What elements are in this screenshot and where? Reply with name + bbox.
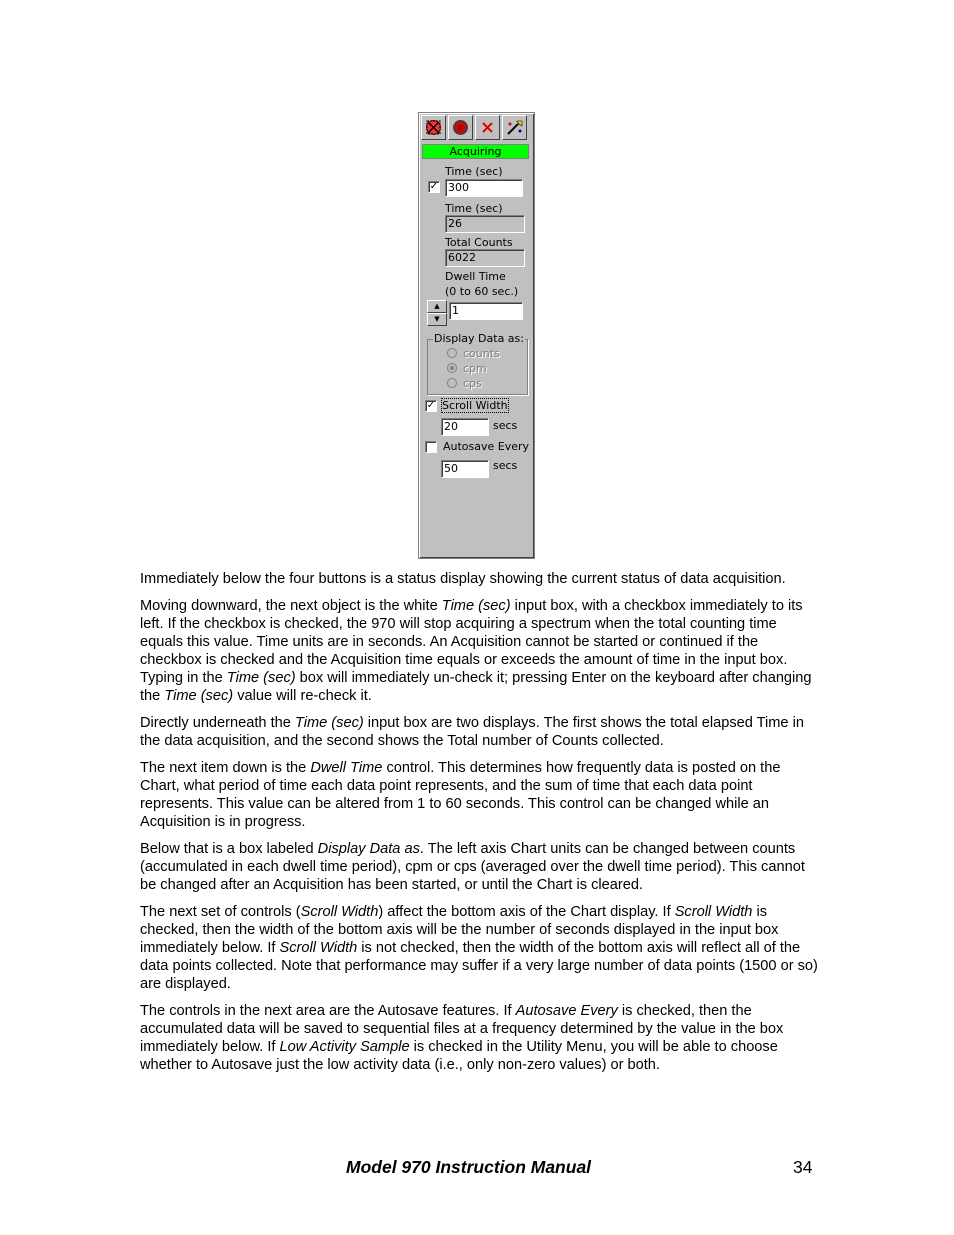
clear-icon xyxy=(478,118,497,137)
dwell-time-input[interactable]: 1 xyxy=(449,302,523,320)
scroll-width-unit: secs xyxy=(493,419,518,432)
autosave-unit: secs xyxy=(493,459,518,472)
stop-button[interactable] xyxy=(421,115,446,140)
counts-radio[interactable] xyxy=(447,348,457,358)
paragraph-time-input: Moving downward, the next object is the white Time (sec) input box, with a checkbox immediately to its left. If the checkbox is checked, the 970 will stop acquiring a spectrum when the total counting time equals this value. Time units are in seconds. An Acquisition cannot be started or continued if the checkbox is checked and the Acquisition time equals or exceeds the amount of time in the input box. Typing in the Time (sec) box will immediately un-check it; pressing Enter on the keyboard after changing the Time (sec) value will re-check it. xyxy=(140,598,812,704)
paragraph-displays: Directly underneath the Time (sec) input box are two displays. The first shows the total elapsed Time in the data acquisition, and the second shows the Total number of Counts collected. xyxy=(140,715,804,749)
scroll-width-checkbox[interactable]: ✓ xyxy=(426,400,436,411)
counts-radio-label: counts xyxy=(463,347,500,360)
paragraph-status: Immediately below the four buttons is a status display showing the current status of data acquisition. xyxy=(140,571,786,587)
page-number: 34 xyxy=(793,1157,813,1177)
autosave-label: Autosave Every xyxy=(443,440,530,453)
settings-icon xyxy=(505,118,524,137)
cps-radio-label: cps xyxy=(463,377,482,390)
status-display: Acquiring xyxy=(422,144,529,159)
autosave-input[interactable]: 50 xyxy=(441,460,489,478)
stop-icon xyxy=(424,118,443,137)
dwell-time-label: Dwell Time xyxy=(445,270,506,283)
total-counts-display: 6022 xyxy=(445,249,525,267)
dwell-up-button[interactable]: ▲ xyxy=(427,300,447,313)
total-counts-label: Total Counts xyxy=(445,236,513,249)
record-icon xyxy=(451,118,470,137)
elapsed-time-label: Time (sec) xyxy=(445,202,503,215)
settings-button[interactable] xyxy=(502,115,527,140)
cpm-radio-label: cpm xyxy=(463,362,487,375)
autosave-checkbox[interactable] xyxy=(425,441,437,453)
time-preset-checkbox[interactable]: ✓ xyxy=(429,181,439,192)
scroll-width-input[interactable]: 20 xyxy=(441,418,489,436)
display-data-title: Display Data as: xyxy=(434,332,524,345)
paragraph-autosave: The controls in the next area are the Autosave features. If Autosave Every is checked, then the accumulated data will be saved to sequential files at a frequency determined by the value in the box immediately below. If Low Activity Sample is checked in the Utility Menu, you will be able to choose whether to Autosave just the low activity data (i.e., only non-zero values) or both. xyxy=(140,1003,784,1073)
dwell-down-button[interactable]: ▼ xyxy=(427,313,447,326)
dwell-time-range: (0 to 60 sec.) xyxy=(445,285,519,298)
time-preset-label: Time (sec) xyxy=(445,165,503,178)
cpm-radio[interactable] xyxy=(447,363,457,373)
clear-button[interactable] xyxy=(475,115,500,140)
paragraph-dwell-time: The next item down is the Dwell Time control. This determines how frequently data is posted on the Chart, what period of time each data point represents, and the sum of time that each data point represents. This value can be altered from 1 to 60 seconds. This control can be changed while an Acquisition is in progress. xyxy=(140,760,781,830)
footer-title: Model 970 Instruction Manual xyxy=(346,1157,592,1177)
elapsed-time-display: 26 xyxy=(445,215,525,233)
cps-radio[interactable] xyxy=(447,378,457,388)
record-button[interactable] xyxy=(448,115,473,140)
scroll-width-label: Scroll Width xyxy=(442,399,508,412)
time-preset-input[interactable]: 300 xyxy=(445,179,523,197)
manual-body xyxy=(140,570,820,1083)
acquisition-control-panel xyxy=(418,112,535,559)
paragraph-display-data: Below that is a box labeled Display Data as. The left axis Chart units can be changed between counts (accumulated in each dwell time period), cpm or cps (averaged over the dwell time period). This cannot be changed after an Acquisition has been started, or until the Chart is cleared. xyxy=(140,841,805,893)
paragraph-scroll-width: The next set of controls (Scroll Width) affect the bottom axis of the Chart display. If Scroll Width is checked, then the width of the bottom axis will be the number of seconds displayed in the input box immediately below. If Scroll Width is not checked, then the width of the bottom axis will reflect all of the data points collected. Note that performance may suffer if a very large number of data points (1500 or so) are displayed. xyxy=(140,904,818,992)
